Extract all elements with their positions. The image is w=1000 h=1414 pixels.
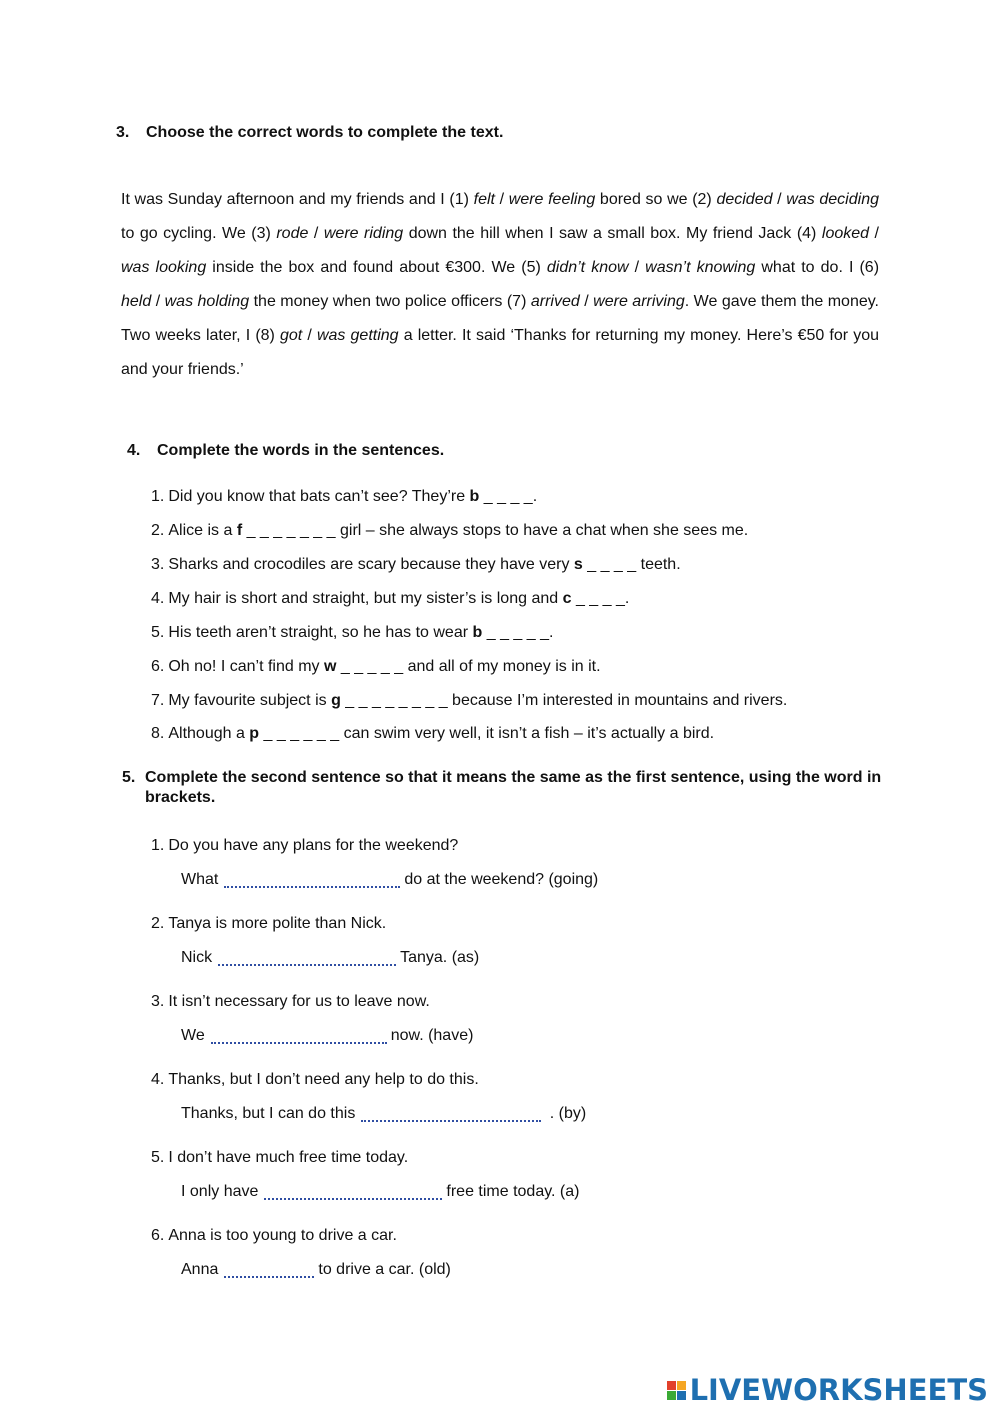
paragraph-text: bored so we (2): [595, 191, 717, 208]
sentence-text: and all of my money is in it.: [403, 658, 601, 675]
paragraph-text: . We gave them the money. Two weeks later, I (8): [121, 293, 880, 344]
sentence-item: [151, 522, 748, 540]
item-number: 1.: [151, 488, 165, 505]
answer-blank-input[interactable]: [224, 872, 400, 888]
rewrite-prefix: I only have: [181, 1183, 259, 1200]
first-letter: f: [236, 522, 243, 539]
liveworksheets-logo: [667, 1372, 988, 1408]
answer-option[interactable]: arrived: [530, 293, 580, 310]
question-text: Anna is too young to drive a car.: [168, 1227, 397, 1244]
rewrite-suffix: now. (have): [390, 1027, 474, 1044]
paragraph-text: /: [494, 191, 509, 208]
rewrite-prefix: Thanks, but I can do this: [181, 1105, 356, 1122]
sentence-text: My favourite subject is: [168, 692, 332, 709]
letter-blanks[interactable]: _ _ _ _: [582, 556, 637, 573]
sentence-item: [151, 488, 537, 506]
rewrite-sentence: [181, 1261, 451, 1279]
sentence-text: teeth.: [636, 556, 681, 573]
logo-square-icon: [677, 1391, 686, 1400]
sentence-text: .: [532, 488, 538, 505]
sentence-text: because I’m interested in mountains and rivers.: [447, 692, 788, 709]
rewrite-sentence: [181, 871, 598, 889]
answer-option[interactable]: rode: [276, 225, 309, 242]
original-sentence: [151, 1227, 397, 1245]
sentence-item: [151, 590, 629, 608]
answer-option[interactable]: decided: [716, 191, 773, 208]
item-number: 8.: [151, 725, 165, 742]
section-4-heading: [127, 442, 444, 460]
answer-blank-input[interactable]: [218, 950, 396, 966]
item-number: 3.: [151, 556, 165, 573]
paragraph-text: a letter. It said ‘Thanks for returning my money. Here’s €50 for you and your friends.’: [121, 327, 880, 378]
paragraph-text: It was Sunday afternoon and my friends and I (1): [121, 191, 474, 208]
letter-blanks[interactable]: _ _ _ _ _ _ _: [242, 522, 336, 539]
section-4-number: 4.: [127, 442, 141, 459]
rewrite-sentence: [181, 1105, 586, 1123]
rewrite-suffix: to drive a car. (old): [318, 1261, 451, 1278]
rewrite-sentence: [181, 1027, 473, 1045]
paragraph-text: /: [308, 225, 324, 242]
section-3-number: 3.: [116, 124, 130, 141]
letter-blanks[interactable]: _ _ _ _ _: [336, 658, 404, 675]
answer-blank-input[interactable]: [211, 1028, 387, 1044]
paragraph-text: /: [869, 225, 880, 242]
sentence-text: My hair is short and straight, but my sister’s is long and: [168, 590, 563, 607]
letter-blanks[interactable]: _ _ _ _: [571, 590, 625, 607]
question-text: I don’t have much free time today.: [168, 1149, 409, 1166]
answer-blank-input[interactable]: [224, 1262, 314, 1278]
sentence-text: Sharks and crocodiles are scary because they have very: [168, 556, 574, 573]
item-number: 4.: [151, 590, 165, 607]
sentence-item: [151, 692, 787, 710]
answer-option[interactable]: was deciding: [786, 191, 879, 208]
sentence-text: Did you know that bats can’t see? They’re: [168, 488, 470, 505]
item-number: 1.: [151, 837, 165, 854]
sentence-text: .: [549, 624, 554, 641]
paragraph-text: the money when two police officers (7): [249, 293, 531, 310]
logo-text: LIVEWORKSHEETS: [689, 1373, 988, 1407]
sentence-text: Although a: [168, 725, 250, 742]
first-letter: b: [469, 488, 480, 505]
rewrite-suffix: . (by): [545, 1105, 587, 1122]
first-letter: s: [573, 556, 583, 573]
section-3-title: Choose the correct words to complete the text.: [146, 124, 504, 141]
answer-option[interactable]: felt: [473, 191, 495, 208]
answer-option[interactable]: were feeling: [508, 191, 596, 208]
answer-option[interactable]: was holding: [164, 293, 250, 310]
original-sentence: [151, 1149, 408, 1167]
rewrite-prefix: Nick: [181, 949, 213, 966]
logo-square-icon: [667, 1391, 676, 1400]
answer-option[interactable]: didn’t know: [546, 259, 629, 276]
section-5-heading: [122, 768, 882, 808]
question-text: It isn’t necessary for us to leave now.: [168, 993, 430, 1010]
original-sentence: [151, 915, 386, 933]
answer-option[interactable]: wasn’t knowing: [645, 259, 756, 276]
item-number: 7.: [151, 692, 165, 709]
paragraph-text: down the hill when I saw a small box. My friend Jack (4): [403, 225, 822, 242]
item-number: 4.: [151, 1071, 165, 1088]
section-5-number: 5.: [122, 769, 136, 786]
first-letter: g: [331, 692, 341, 709]
sentence-item: [151, 624, 553, 642]
answer-option[interactable]: was looking: [121, 259, 207, 276]
original-sentence: [151, 993, 430, 1011]
answer-option[interactable]: got: [280, 327, 303, 344]
paragraph-text: inside the box and found about €300. We (5): [206, 259, 547, 276]
sentence-item: [151, 725, 714, 743]
item-number: 2.: [151, 522, 165, 539]
paragraph-text: what to do. I (6): [755, 259, 880, 276]
paragraph-text: /: [302, 327, 317, 344]
answer-option[interactable]: was getting: [316, 327, 399, 344]
letter-blanks[interactable]: _ _ _ _ _ _ _ _: [340, 692, 448, 709]
letter-blanks[interactable]: _ _ _ _ _ _: [259, 725, 340, 742]
rewrite-prefix: Anna: [181, 1261, 219, 1278]
sentence-text: .: [624, 590, 630, 607]
answer-blank-input[interactable]: [264, 1184, 442, 1200]
question-text: Tanya is more polite than Nick.: [168, 915, 387, 932]
sentence-text: His teeth aren’t straight, so he has to wear: [168, 624, 473, 641]
item-number: 2.: [151, 915, 165, 932]
section-3-paragraph: [121, 183, 879, 387]
sentence-text: Alice is a: [168, 522, 237, 539]
answer-option[interactable]: held: [121, 293, 152, 310]
logo-mark-icon: [667, 1381, 686, 1400]
first-letter: c: [562, 590, 572, 607]
sentence-text: girl – she always stops to have a chat when she sees me.: [335, 522, 749, 539]
first-letter: w: [323, 658, 337, 675]
question-text: Thanks, but I don’t need any help to do this.: [168, 1071, 479, 1088]
paragraph-text: /: [579, 293, 594, 310]
first-letter: p: [249, 725, 260, 742]
rewrite-sentence: [181, 1183, 579, 1201]
paragraph-text: /: [772, 191, 787, 208]
rewrite-sentence: [181, 949, 479, 967]
rewrite-suffix: do at the weekend? (going): [404, 871, 599, 888]
answer-option[interactable]: were arriving: [593, 293, 685, 310]
paragraph-text: /: [151, 293, 165, 310]
rewrite-prefix: What: [181, 871, 219, 888]
sentence-item: [151, 556, 681, 574]
item-number: 3.: [151, 993, 165, 1010]
first-letter: b: [472, 624, 483, 641]
logo-square-icon: [667, 1381, 676, 1390]
rewrite-prefix: We: [181, 1027, 205, 1044]
item-number: 5.: [151, 1149, 165, 1166]
paragraph-text: /: [628, 259, 646, 276]
sentence-text: can swim very well, it isn’t a fish – it’s actually a bird.: [339, 725, 715, 742]
answer-option[interactable]: looked: [821, 225, 870, 242]
paragraph-text: to go cycling. We (3): [121, 225, 277, 242]
item-number: 5.: [151, 624, 165, 641]
original-sentence: [151, 1071, 479, 1089]
logo-square-icon: [677, 1381, 686, 1390]
sentence-item: [151, 658, 601, 676]
letter-blanks[interactable]: _ _ _ _: [479, 488, 533, 505]
answer-blank-input[interactable]: [361, 1106, 541, 1122]
question-text: Do you have any plans for the weekend?: [168, 837, 459, 854]
item-number: 6.: [151, 1227, 165, 1244]
section-5-title: Complete the second sentence so that it means the same as the first sentence, using the word in brackets.: [145, 769, 882, 806]
section-4-title: Complete the words in the sentences.: [157, 442, 445, 459]
rewrite-suffix: Tanya. (as): [400, 949, 480, 966]
sentence-text: Oh no! I can’t find my: [168, 658, 324, 675]
answer-option[interactable]: were riding: [323, 225, 404, 242]
letter-blanks[interactable]: _ _ _ _ _: [482, 624, 549, 641]
section-3-heading: [116, 124, 503, 142]
original-sentence: [151, 837, 458, 855]
rewrite-suffix: free time today. (a): [446, 1183, 580, 1200]
item-number: 6.: [151, 658, 165, 675]
